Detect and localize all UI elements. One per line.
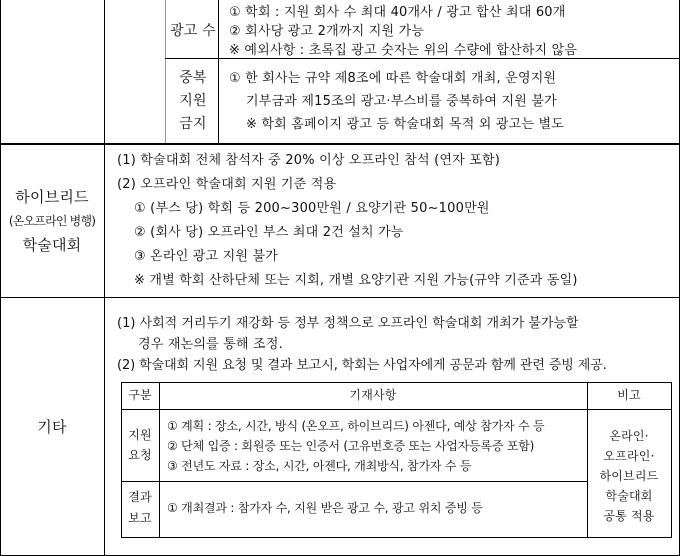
note-line-1: 온라인·: [609, 429, 649, 443]
note-line-2: 오프라인·: [603, 449, 655, 463]
table-right-border: [671, 382, 672, 538]
hybrid-line-5: ③ 온라인 광고 지원 불가: [134, 249, 279, 264]
table-header-category: 구분: [128, 388, 152, 402]
hybrid-label-1: 하이브리드: [15, 188, 89, 206]
row-request-item-2: ② 단체 입증 : 회원증 또는 인증서 (고유번호증 또는 사업자등록증 포함): [167, 439, 535, 453]
hybrid-label-2: (온오프라인 병행): [8, 214, 96, 228]
table-row-divider: [121, 481, 587, 482]
row-report-label-2: 보고: [128, 511, 152, 525]
section-divider-1: [0, 143, 680, 145]
etc-label: 기타: [37, 418, 67, 436]
table-header-divider: [121, 409, 672, 410]
row-request-label-1: 지원: [128, 428, 152, 442]
top-sublabel-divider: [218, 0, 219, 143]
duplicate-line-2: 기부금과 제15조의 광고·부스비를 중복하여 지원 불가: [246, 94, 557, 109]
section-divider-2: [0, 297, 680, 298]
row-report-label-1: 결과: [128, 490, 152, 504]
note-line-4: 학술대회: [605, 489, 653, 503]
ad-count-line-2: ② 회사당 광고 2개까지 지원 가능: [229, 24, 425, 39]
duplicate-label-3: 금지: [179, 116, 207, 132]
table-top-border: [121, 382, 672, 383]
outer-left-border: [0, 0, 1, 556]
duplicate-label-1: 중복: [179, 70, 207, 86]
hybrid-line-6: ※ 개별 학회 산하단체 또는 지회, 개별 요양기관 지원 가능(규약 기준과 동일): [134, 273, 578, 288]
note-line-3: 하이브리드: [599, 469, 659, 483]
note-line-5: 공통 적용: [603, 509, 655, 523]
row-request-item-3: ③ 전년도 자료 : 장소, 시간, 아젠다, 개최방식, 참가자 수 등: [167, 459, 472, 473]
etc-line-1: (1) 사회적 거리두기 재강화 등 정부 정책으로 오프라인 학술대회 개최가 불가능할: [117, 316, 579, 331]
duplicate-line-1: ① 한 회사는 규약 제8조에 따른 학술대회 개최, 운영지원: [229, 71, 557, 86]
requirements-table: [121, 382, 672, 538]
ad-count-line-1: ① 학회 : 지원 회사 수 최대 40개사 / 광고 합산 최대 60개: [229, 5, 566, 20]
top-left-gray-divider: [165, 0, 166, 143]
row-report-item-1: ① 개최결과 : 참가자 수, 지원 받은 광고 수, 광고 위치 증빙 등: [167, 501, 483, 515]
table-bottom-border: [121, 537, 672, 538]
ad-count-label: 광고 수: [170, 23, 216, 39]
table-col-divider-1: [159, 382, 160, 538]
duplicate-line-3: ※ 학회 홈페이지 광고 등 학술대회 목적 외 광고는 별도: [246, 117, 565, 132]
table-header-note: 비고: [617, 388, 641, 402]
table-header-details: 기재사항: [349, 388, 397, 402]
etc-line-3: (2) 학술대회 지원 요청 및 결과 보고시, 학회는 사업자에게 공문과 함께 관련 증빙 제공.: [117, 358, 607, 373]
duplicate-label-2: 지원: [179, 93, 207, 109]
row-request-label-2: 요청: [128, 448, 152, 462]
hybrid-line-1: (1) 학술대회 전체 참석자 중 20% 이상 오프라인 참석 (연자 포함): [117, 153, 501, 168]
label-column-divider: [104, 0, 105, 556]
hybrid-line-4: ② (회사 당) 오프라인 부스 최대 2건 설치 가능: [134, 225, 404, 240]
ad-count-line-3: ※ 예외사항 : 초록집 광고 숫자는 위의 수량에 합산하지 않음: [229, 43, 578, 58]
hybrid-line-3: ① (부스 당) 학회 등 200~300만원 / 요양기관 50~100만원: [134, 201, 490, 216]
etc-line-2: 경우 재논의를 통해 조정.: [138, 337, 283, 352]
hybrid-line-2: (2) 오프라인 학술대회 지원 기준 적용: [117, 177, 337, 192]
row-request-item-1: ① 계획 : 장소, 시간, 방식 (온오프, 하이브리드) 아젠다, 예상 참가자 수 등: [167, 419, 545, 433]
hybrid-label-3: 학술대회: [22, 236, 82, 254]
